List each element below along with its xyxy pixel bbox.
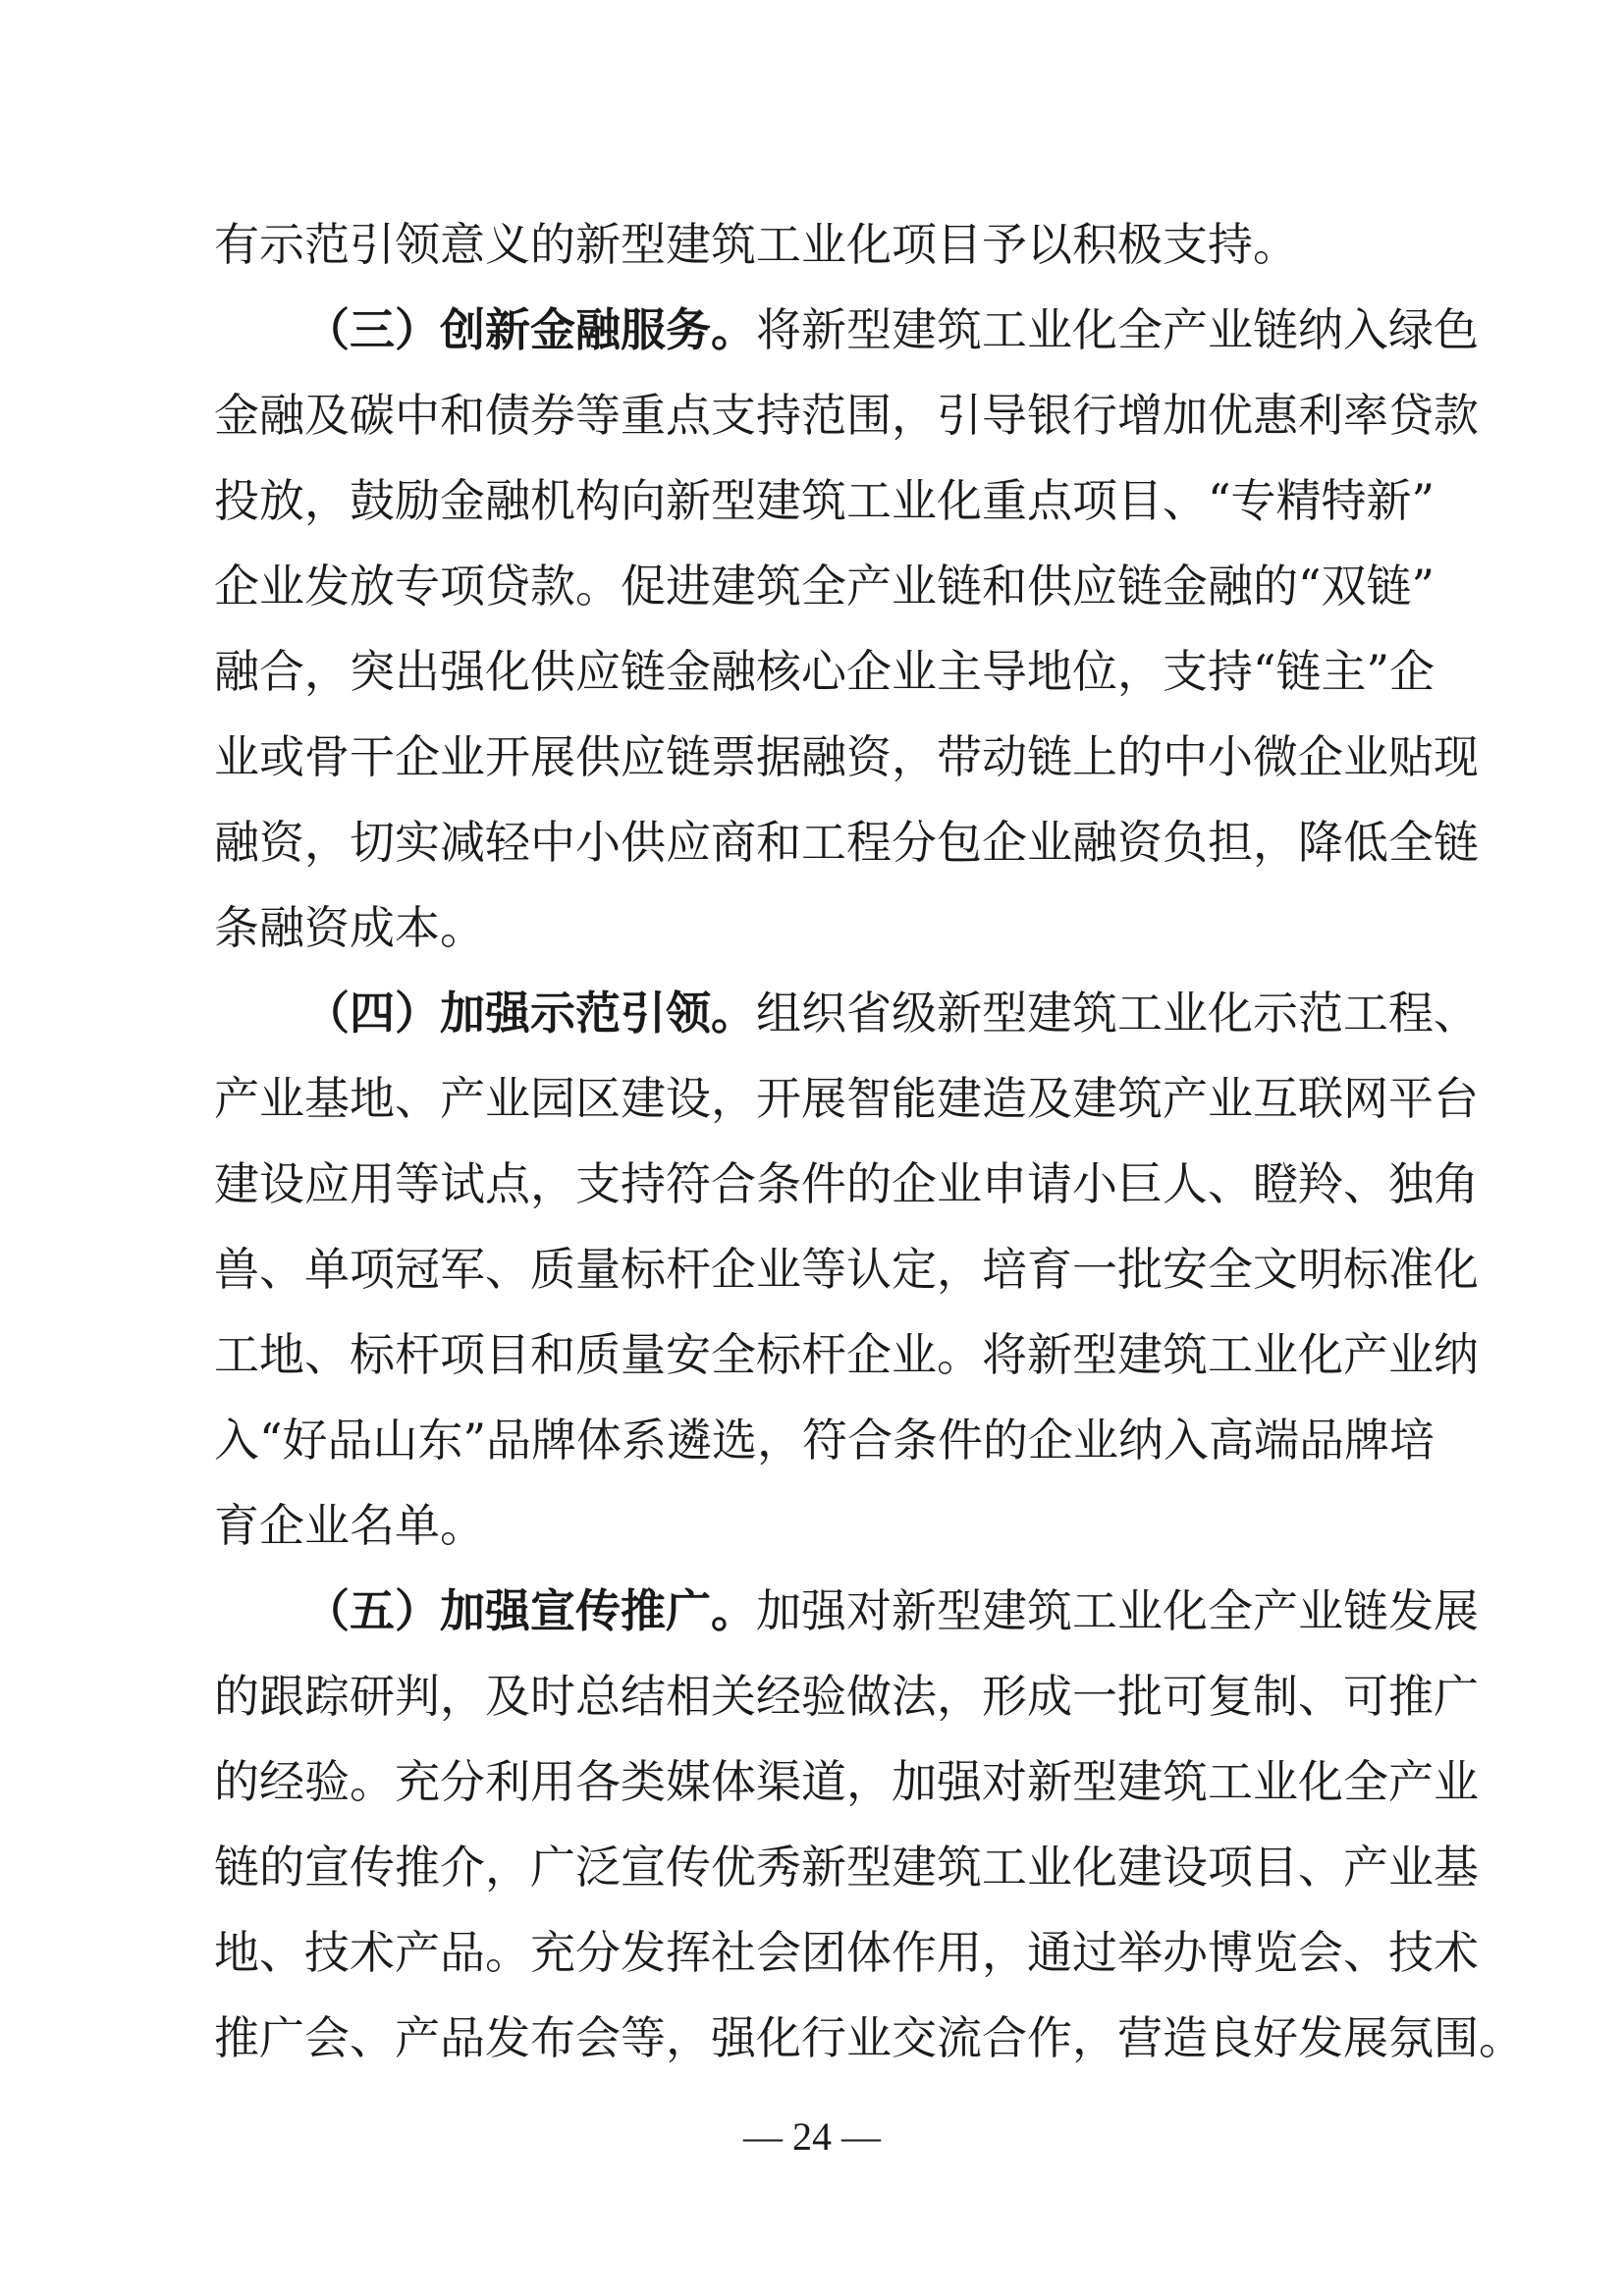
paragraph-line	[304, 984, 1479, 1042]
paragraph-line	[214, 1838, 1479, 1896]
line-text: 融资，切实减轻中小供应商和工程分包企业融资负担，降低全链	[214, 816, 1479, 869]
line-text: 组织省级新型建筑工业化示范工程、	[756, 987, 1479, 1040]
paragraph-line	[214, 1240, 1479, 1299]
line-text: 投放，鼓励金融机构向新型建筑工业化重点项目、“专精特新”	[214, 474, 1435, 527]
paragraph-line	[214, 557, 1435, 615]
paragraph-line	[214, 642, 1435, 701]
section-heading: （三）创新金融服务。	[304, 303, 756, 356]
line-text: 育企业名单。	[214, 1499, 485, 1552]
line-text: 产业基地、产业园区建设，开展智能建造及建筑产业互联网平台	[214, 1072, 1479, 1125]
paragraph-line	[214, 1496, 1424, 1555]
line-text: 推广会、产品发布会等，强化行业交流合作，营造良好发展氛围。	[214, 2011, 1524, 2064]
line-text: 有示范引领意义的新型建筑工业化项目予以积极支持。	[214, 218, 1298, 271]
paragraph-line	[214, 1752, 1479, 1811]
line-text: 兽、单项冠军、质量标杆企业等认定，培育一批安全文明标准化	[214, 1243, 1479, 1296]
section-heading: （四）加强示范引领。	[304, 987, 756, 1040]
line-text: 工地、标杆项目和质量安全标杆企业。将新型建筑工业化产业纳	[214, 1328, 1479, 1381]
line-text: 加强对新型建筑工业化全产业链发展	[756, 1584, 1479, 1637]
paragraph-line	[214, 1411, 1435, 1469]
paragraph-line	[214, 1923, 1479, 1982]
section-heading: （五）加强宣传推广。	[304, 1584, 756, 1637]
line-text: 金融及碳中和债券等重点支持范围，引导银行增加优惠利率贷款	[214, 389, 1479, 442]
line-text: 链的宣传推介，广泛宣传优秀新型建筑工业化建设项目、产业基	[214, 1841, 1479, 1894]
line-text: 地、技术产品。充分发挥社会团体作用，通过举办博览会、技术	[214, 1926, 1479, 1979]
page-number: — 24 —	[743, 2114, 881, 2159]
line-text: 的经验。充分利用各类媒体渠道，加强对新型建筑工业化全产业	[214, 1755, 1479, 1808]
paragraph-line	[304, 1581, 1479, 1640]
line-text: 的跟踪研判，及时总结相关经验做法，形成一批可复制、可推广	[214, 1670, 1479, 1723]
paragraph-line	[214, 386, 1479, 445]
line-text: 条融资成本。	[214, 901, 485, 954]
line-text: 业或骨干企业开展供应链票据融资，带动链上的中小微企业贴现	[214, 730, 1479, 783]
paragraph-line	[214, 1667, 1479, 1726]
paragraph-line	[214, 727, 1479, 786]
paragraph-line	[214, 813, 1479, 872]
paragraph-line	[214, 2008, 1524, 2067]
paragraph-line	[214, 1069, 1479, 1128]
paragraph-line	[214, 898, 1424, 957]
line-text: 建设应用等试点，支持符合条件的企业申请小巨人、瞪羚、独角	[214, 1157, 1479, 1210]
paragraph-line	[304, 300, 1479, 359]
line-text: 融合，突出强化供应链金融核心企业主导地位，支持“链主”企	[214, 645, 1435, 698]
line-text: 将新型建筑工业化全产业链纳入绿色	[756, 303, 1479, 356]
paragraph-line	[214, 1325, 1479, 1384]
line-text: 企业发放专项贷款。促进建筑全产业链和供应链金融的“双链”	[214, 560, 1435, 613]
paragraph-line	[214, 1154, 1479, 1213]
paragraph-line	[214, 215, 1424, 274]
line-text: 入“好品山东”品牌体系遴选，符合条件的企业纳入高端品牌培	[214, 1414, 1435, 1467]
paragraph-line	[214, 471, 1435, 530]
